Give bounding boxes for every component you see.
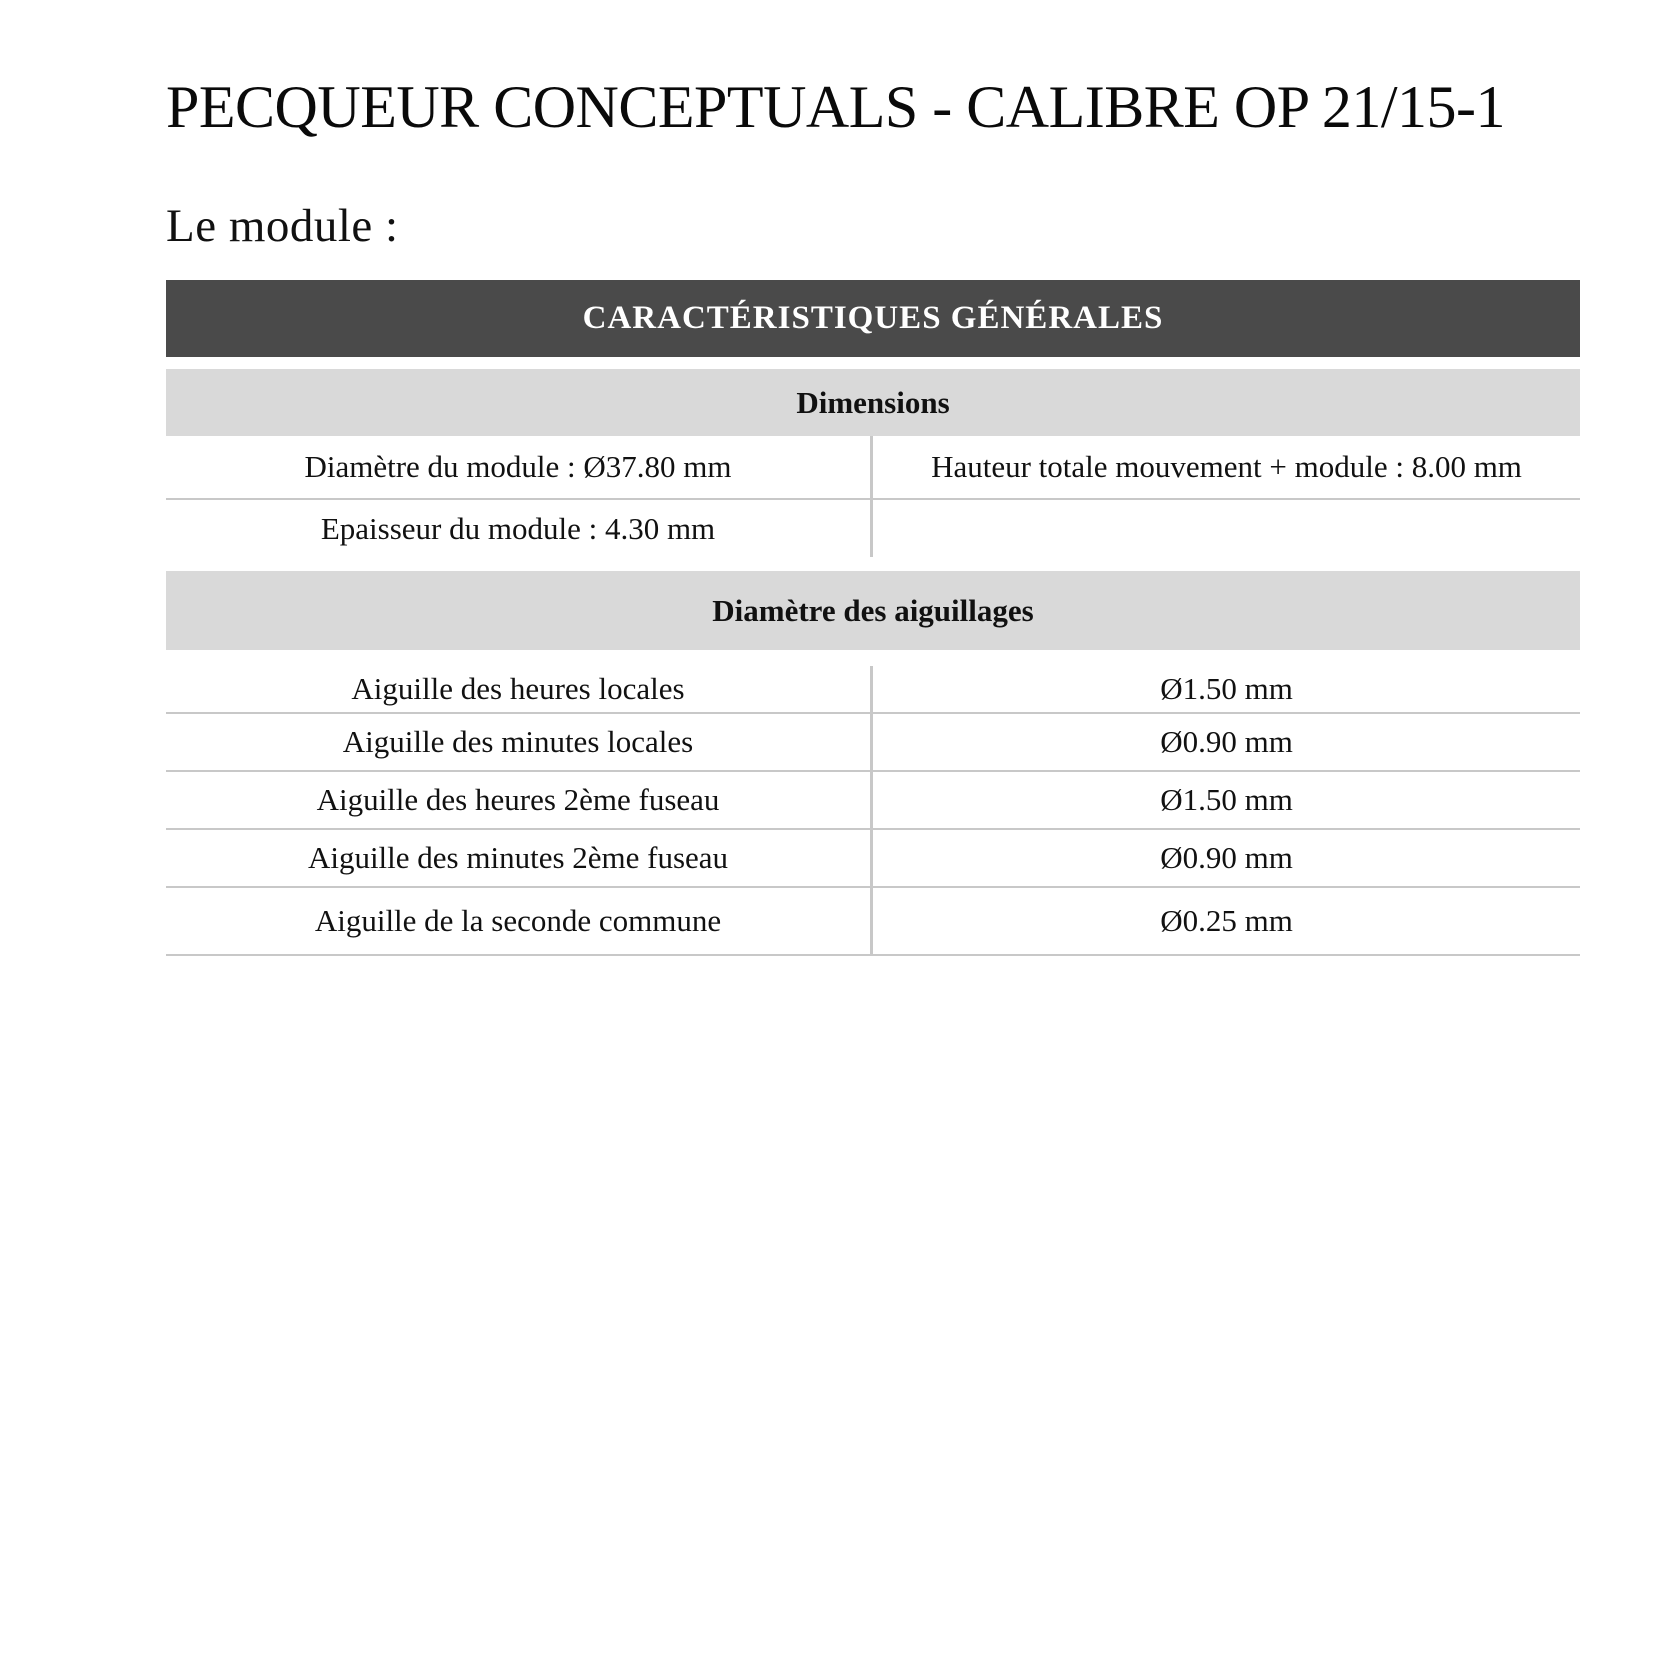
hand-name-cell: Aiguille des minutes 2ème fuseau bbox=[166, 830, 873, 886]
hand-name-cell: Aiguille de la seconde commune bbox=[166, 888, 873, 954]
document-title: PECQUEUR CONCEPTUALS - CALIBRE OP 21/15-1 bbox=[166, 74, 1506, 140]
table-row bbox=[166, 830, 1580, 888]
table-row bbox=[166, 500, 1580, 557]
hand-name-cell: Aiguille des heures 2ème fuseau bbox=[166, 772, 873, 828]
table-row bbox=[166, 436, 1580, 500]
table-row bbox=[166, 666, 1580, 714]
header-gap bbox=[166, 357, 1580, 369]
section-heading: Le module : bbox=[166, 200, 399, 252]
hand-name-cell: Aiguille des minutes locales bbox=[166, 714, 873, 770]
hand-name-cell: Aiguille des heures locales bbox=[166, 666, 873, 712]
dimensions-heading: Dimensions bbox=[166, 369, 1580, 436]
section-gap bbox=[166, 650, 1580, 666]
hand-diameter-cell: Ø0.25 mm bbox=[1160, 903, 1293, 938]
dimensions-cell bbox=[873, 500, 1580, 557]
dimensions-cell: Diamètre du module : Ø37.80 mm bbox=[166, 436, 873, 498]
hand-diameter-cell: Ø0.90 mm bbox=[1160, 724, 1293, 759]
table-header: CARACTÉRISTIQUES GÉNÉRALES bbox=[166, 280, 1580, 357]
hand-diameter-cell: Ø1.50 mm bbox=[1160, 782, 1293, 817]
aiguillages-heading: Diamètre des aiguillages bbox=[166, 571, 1580, 650]
hand-diameter-cell: Ø0.90 mm bbox=[1160, 840, 1293, 875]
hand-diameter-cell: Ø1.50 mm bbox=[1160, 671, 1293, 706]
dimensions-cell: Hauteur totale mouvement + module : 8.00 mm bbox=[931, 449, 1522, 484]
table-row bbox=[166, 888, 1580, 956]
dimensions-cell: Epaisseur du module : 4.30 mm bbox=[166, 500, 873, 557]
spec-table bbox=[166, 280, 1580, 956]
table-row bbox=[166, 772, 1580, 830]
table-row bbox=[166, 714, 1580, 772]
section-gap bbox=[166, 557, 1580, 571]
